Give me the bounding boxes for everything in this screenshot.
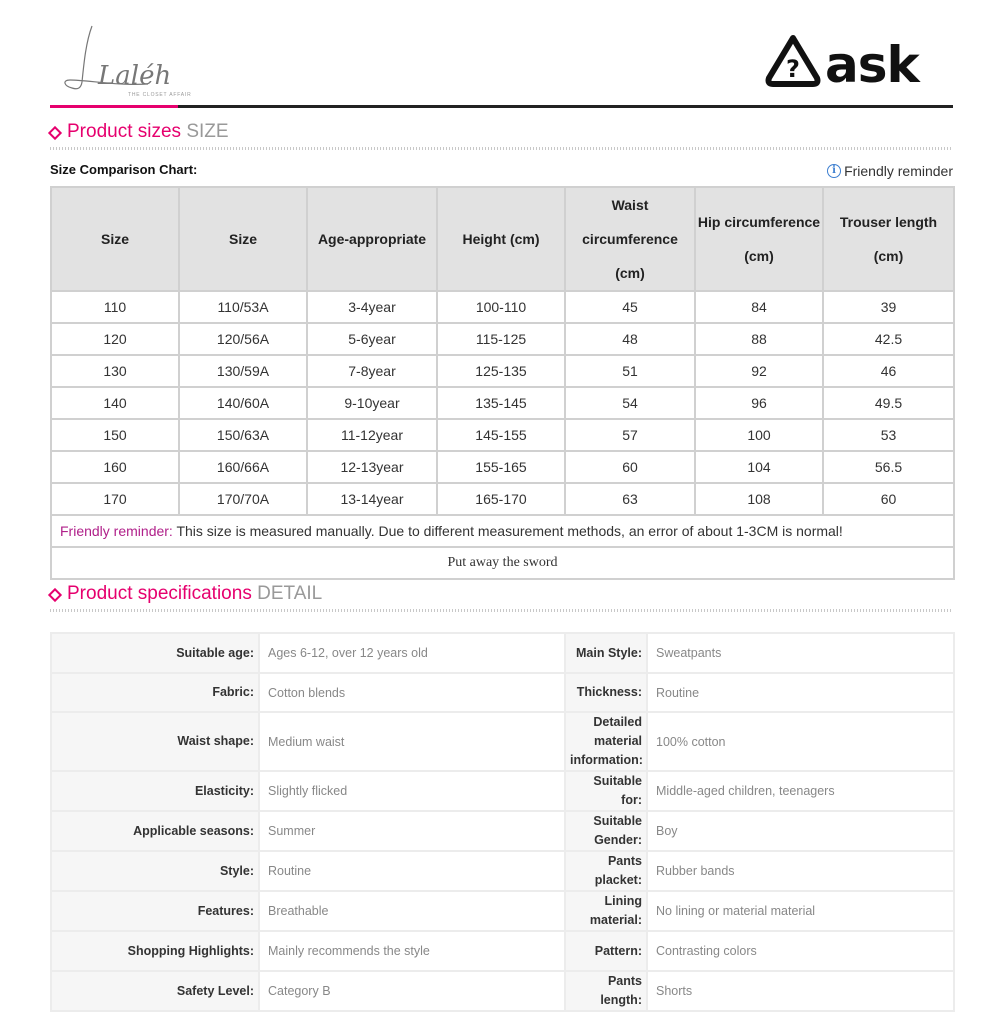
col-header-height: Height (cm) [437, 187, 565, 291]
table-cell: 155-165 [437, 451, 565, 483]
table-cell: 42.5 [823, 323, 954, 355]
spec-value: Category B [259, 971, 565, 1011]
table-cell: 56.5 [823, 451, 954, 483]
table-cell: 48 [565, 323, 695, 355]
spec-key: Safety Level: [51, 971, 259, 1011]
table-cell: 84 [695, 291, 823, 323]
table-cell: 170/70A [179, 483, 307, 515]
spec-value: Sweatpants [647, 633, 954, 673]
spec-value: Medium waist [259, 712, 565, 771]
spec-key: Suitable for: [565, 771, 647, 811]
note-row [51, 515, 954, 547]
svg-text:?: ? [786, 55, 800, 83]
spec-key: Elasticity: [51, 771, 259, 811]
laleh-tagline: THE CLOSET AFFAIR [128, 92, 192, 98]
diamond-icon [48, 588, 62, 602]
size-table-header-row [51, 187, 954, 291]
ask-logo [765, 34, 945, 90]
spec-key: Applicable seasons: [51, 811, 259, 851]
spec-value: Breathable [259, 891, 565, 931]
table-cell: 110 [51, 291, 179, 323]
col-header-trouser-length: Trouser length (cm) [823, 187, 954, 291]
table-row [51, 291, 954, 323]
spec-value: 100% cotton [647, 712, 954, 771]
spec-row [51, 891, 954, 931]
table-cell: 51 [565, 355, 695, 387]
table-cell: 46 [823, 355, 954, 387]
size-section-title [50, 121, 953, 149]
table-cell: 120 [51, 323, 179, 355]
size-chart-label: Size Comparison Chart: [50, 162, 198, 177]
table-cell: 60 [823, 483, 954, 515]
spec-key: Pants placket: [565, 851, 647, 891]
table-cell: 145-155 [437, 419, 565, 451]
table-cell: 9-10year [307, 387, 437, 419]
table-cell: 100-110 [437, 291, 565, 323]
spec-key: Detailed material information: [565, 712, 647, 771]
spec-row [51, 712, 954, 771]
col-header-waist: Waist circumference (cm) [565, 187, 695, 291]
info-icon: i [827, 164, 841, 178]
dotted-divider [50, 609, 953, 612]
table-row [51, 483, 954, 515]
table-cell: 45 [565, 291, 695, 323]
table-row [51, 323, 954, 355]
table-cell: 92 [695, 355, 823, 387]
spec-row [51, 931, 954, 971]
table-cell: 57 [565, 419, 695, 451]
table-cell: 125-135 [437, 355, 565, 387]
spec-row [51, 811, 954, 851]
col-header-hip: Hip circumference (cm) [695, 187, 823, 291]
measurement-note [51, 515, 954, 547]
table-cell: 160/66A [179, 451, 307, 483]
spec-value: Summer [259, 811, 565, 851]
diamond-icon [48, 126, 62, 140]
friendly-reminder-label: Friendly reminder [844, 163, 953, 179]
header-divider-accent [50, 105, 178, 108]
size-table-footer: Put away the sword [51, 547, 954, 579]
table-cell: 130 [51, 355, 179, 387]
table-cell: 3-4year [307, 291, 437, 323]
size-title: Product sizes [67, 121, 182, 142]
size-title-en: SIZE [186, 121, 229, 142]
spec-value: Slightly flicked [259, 771, 565, 811]
table-cell: 63 [565, 483, 695, 515]
spec-value: Routine [647, 673, 954, 712]
spec-value: Mainly recommends the style [259, 931, 565, 971]
table-cell: 140/60A [179, 387, 307, 419]
table-cell: 170 [51, 483, 179, 515]
dotted-divider [50, 147, 953, 150]
table-cell: 5-6year [307, 323, 437, 355]
table-cell: 108 [695, 483, 823, 515]
table-cell: 39 [823, 291, 954, 323]
col-header-size-code: Size [179, 187, 307, 291]
spec-key: Fabric: [51, 673, 259, 712]
spec-key: Features: [51, 891, 259, 931]
spec-row [51, 633, 954, 673]
table-cell: 150/63A [179, 419, 307, 451]
spec-row [51, 771, 954, 811]
spec-key: Suitable Gender: [565, 811, 647, 851]
table-cell: 60 [565, 451, 695, 483]
note-text: This size is measured manually. Due to different measurement methods, an error of about 1-3CM is normal! [172, 523, 843, 539]
spec-key: Style: [51, 851, 259, 891]
spec-value: Middle-aged children, teenagers [647, 771, 954, 811]
note-label: Friendly reminder: [60, 523, 173, 539]
spec-value: Rubber bands [647, 851, 954, 891]
table-cell: 140 [51, 387, 179, 419]
spec-value: Shorts [647, 971, 954, 1011]
laleh-logo [58, 22, 208, 100]
col-header-size: Size [51, 187, 179, 291]
spec-key: Waist shape: [51, 712, 259, 771]
spec-key: Main Style: [565, 633, 647, 673]
spec-key: Shopping Highlights: [51, 931, 259, 971]
table-cell: 53 [823, 419, 954, 451]
table-cell: 88 [695, 323, 823, 355]
table-cell: 96 [695, 387, 823, 419]
spec-row [51, 851, 954, 891]
spec-value: Contrasting colors [647, 931, 954, 971]
spec-row [51, 673, 954, 712]
footer-row [51, 547, 954, 579]
table-row [51, 451, 954, 483]
table-cell: 7-8year [307, 355, 437, 387]
spec-key: Pattern: [565, 931, 647, 971]
spec-value: Routine [259, 851, 565, 891]
table-cell: 130/59A [179, 355, 307, 387]
spec-row [51, 971, 954, 1011]
header-divider [50, 105, 953, 108]
spec-title: Product specifications [67, 583, 252, 604]
spec-key: Suitable age: [51, 633, 259, 673]
spec-section-title [50, 583, 953, 611]
ask-logo-text: ask [825, 36, 919, 90]
specifications-table [50, 632, 955, 1012]
table-cell: 104 [695, 451, 823, 483]
spec-value: No lining or material material [647, 891, 954, 931]
table-cell: 13-14year [307, 483, 437, 515]
spec-value: Ages 6-12, over 12 years old [259, 633, 565, 673]
table-cell: 49.5 [823, 387, 954, 419]
table-row [51, 355, 954, 387]
table-cell: 150 [51, 419, 179, 451]
table-cell: 54 [565, 387, 695, 419]
spec-key: Lining material: [565, 891, 647, 931]
table-cell: 120/56A [179, 323, 307, 355]
spec-value: Boy [647, 811, 954, 851]
table-row [51, 419, 954, 451]
header [0, 0, 1003, 112]
col-header-age: Age-appropriate [307, 187, 437, 291]
table-cell: 115-125 [437, 323, 565, 355]
table-cell: 165-170 [437, 483, 565, 515]
table-cell: 110/53A [179, 291, 307, 323]
table-row [51, 387, 954, 419]
table-cell: 11-12year [307, 419, 437, 451]
table-cell: 12-13year [307, 451, 437, 483]
table-cell: 100 [695, 419, 823, 451]
spec-value: Cotton blends [259, 673, 565, 712]
laleh-logo-text: Laléh [98, 61, 172, 91]
spec-title-en: DETAIL [257, 583, 323, 604]
spec-key: Pants length: [565, 971, 647, 1011]
size-comparison-table [50, 186, 955, 580]
table-cell: 160 [51, 451, 179, 483]
friendly-reminder-link[interactable] [827, 163, 953, 179]
spec-key: Thickness: [565, 673, 647, 712]
table-cell: 135-145 [437, 387, 565, 419]
